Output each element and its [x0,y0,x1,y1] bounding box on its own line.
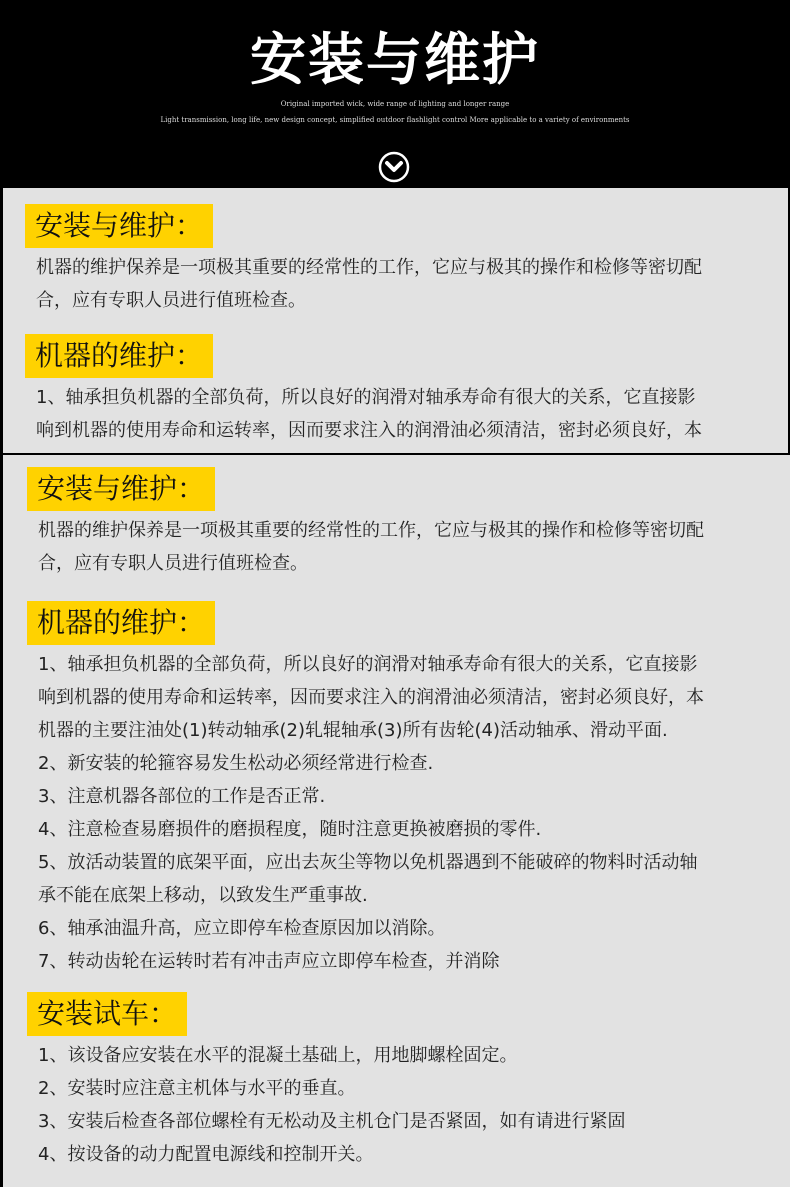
list-item: 4、注意检查易磨损件的磨损程度，随时注意更换被磨损的零件. [38,819,542,840]
list-item: 2、安装时应注意主机体与水平的垂直。 [38,1078,356,1099]
list-item: 响到机器的使用寿命和运转率，因而要求注入的润滑油必须清洁，密封必须良好，本 [38,687,704,708]
paragraph-line: 机器的维护保养是一项极其重要的经常性的工作，它应与极其的操作和检修等密切配 [38,520,704,541]
list-item: 机器的主要注油处(1)转动轴承(2)轧辊轴承(3)所有齿轮(4)活动轴承、滑动平面. [38,720,668,741]
list-item: 6、轴承油温升高，应立即停车检查原因加以消除。 [38,918,446,939]
list-item: 承不能在底架上移动，以致发生严重事故. [38,885,368,906]
paragraph-line: 合，应有专职人员进行值班检查。 [38,553,308,574]
section-heading: 安装与维护： [27,467,215,511]
header-banner [0,0,790,187]
content-panel-b [3,455,790,1187]
section-heading: 机器的维护： [25,334,213,378]
list-item: 1、轴承担负机器的全部负荷，所以良好的润滑对轴承寿命有很大的关系，它直接影 [38,654,698,675]
list-item: 3、注意机器各部位的工作是否正常. [38,786,326,807]
paragraph-line: 响到机器的使用寿命和运转率，因而要求注入的润滑油必须清洁，密封必须良好，本 [36,420,702,441]
list-item: 4、按设备的动力配置电源线和控制开关。 [38,1144,374,1165]
content-panel-a [3,188,788,453]
list-item: 5、放活动装置的底架平面，应出去灰尘等物以免机器遇到不能破碎的物料时活动轴 [38,852,698,873]
chevron-down-circle-icon[interactable] [378,151,410,183]
list-item: 2、新安装的轮箍容易发生松动必须经常进行检查. [38,753,434,774]
list-item: 7、转动齿轮在运转时若有冲击声应立即停车检查，并消除 [38,951,500,972]
section-heading: 机器的维护： [27,601,215,645]
paragraph-line: 1、轴承担负机器的全部负荷，所以良好的润滑对轴承寿命有很大的关系，它直接影 [36,387,696,408]
list-item: 3、安装后检查各部位螺栓有无松动及主机仓门是否紧固，如有请进行紧固 [38,1111,626,1132]
section-heading: 安装与维护： [25,204,213,248]
paragraph-line: 机器的维护保养是一项极其重要的经常性的工作，它应与极其的操作和检修等密切配 [36,257,702,278]
list-item: 1、该设备应安装在水平的混凝土基础上，用地脚螺栓固定。 [38,1045,518,1066]
header-subtitle-line-2: Light transmission, long life, new design concept, simplified outdoor flashlight control More applicable to a variety of environments [160,116,630,124]
paragraph-line: 合，应有专职人员进行值班检查。 [36,290,306,311]
header-subtitle-line-1: Original imported wick, wide range of lighting and longer range [280,100,510,108]
page-title: 安装与维护 [250,28,540,93]
section-heading: 安装试车： [27,992,187,1036]
